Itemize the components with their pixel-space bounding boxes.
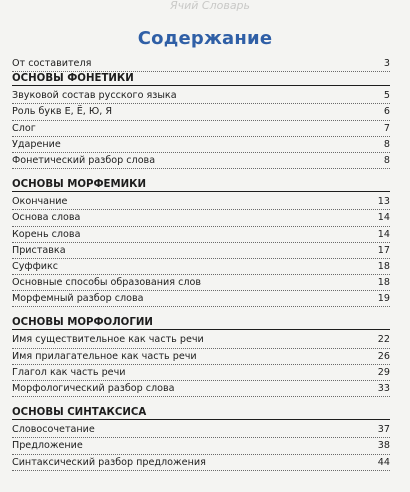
toc-entry-page: 7: [383, 122, 390, 134]
toc-entry-label: Ударение: [12, 138, 61, 150]
toc-section-heading: ОСНОВЫ МОРФОЛОГИИ: [12, 316, 390, 330]
toc-entry-page: 8: [383, 154, 390, 166]
toc-entry-label: Фонетический разбор слова: [12, 154, 156, 166]
toc-entry-label: Словосочетание: [12, 424, 95, 436]
toc-entry-label: Имя прилагательное как часть речи: [12, 350, 197, 362]
toc-entry[interactable]: [12, 194, 390, 210]
toc-entry[interactable]: [12, 455, 390, 471]
toc-entry[interactable]: [12, 259, 390, 275]
toc-entry-label: Морфологический разбор слова: [12, 383, 175, 394]
toc-entry-page: 14: [377, 228, 390, 240]
toc-section: [12, 178, 390, 307]
toc-section-heading: ОСНОВЫ ФОНЕТИКИ: [12, 72, 390, 86]
toc-entry-page: 38: [377, 440, 390, 452]
toc-entry-label: Основные способы образования слов: [12, 277, 202, 289]
toc-entry-label: Корень слова: [12, 228, 81, 240]
toc-entry-label: Глагол как часть речи: [12, 366, 126, 378]
page-title: Содержание: [137, 28, 273, 49]
toc-entry[interactable]: [12, 275, 390, 291]
toc-entry-label: Морфемный разбор слова: [12, 293, 144, 305]
toc-section: [12, 72, 390, 169]
toc-entry-page: 26: [377, 350, 390, 362]
toc-entry-page: 18: [377, 260, 390, 272]
toc-entry-page: 5: [383, 90, 390, 102]
toc-entry-page: 14: [377, 212, 390, 224]
toc-entry[interactable]: [12, 153, 390, 169]
toc-entry-page: 33: [377, 383, 390, 394]
toc-entry-page: 29: [377, 366, 390, 378]
toc-entry[interactable]: [12, 227, 390, 243]
toc-entry[interactable]: [12, 365, 390, 381]
toc-entry-label: Слог: [12, 122, 36, 134]
toc-section-heading: ОСНОВЫ СИНТАКСИСА: [12, 406, 390, 420]
toc-entry-label: Звуковой состав русского языка: [12, 90, 177, 102]
toc-entry-page: 37: [377, 424, 390, 436]
toc-entry-label: Роль букв Е, Ё, Ю, Я: [12, 106, 113, 118]
toc-entry[interactable]: [12, 349, 390, 365]
toc-entry-label: Синтаксический разбор предложения: [12, 456, 206, 468]
toc-entry[interactable]: [12, 210, 390, 226]
toc-entry-label: От составителя: [12, 58, 92, 69]
table-of-contents: [12, 56, 390, 471]
toc-entry[interactable]: [12, 332, 390, 348]
toc-entry-page: 44: [377, 456, 390, 468]
toc-entry-label: Основа слова: [12, 212, 81, 224]
toc-entry-page: 17: [377, 244, 390, 256]
toc-section: [12, 316, 390, 397]
toc-entry[interactable]: [12, 422, 390, 438]
toc-entry[interactable]: [12, 104, 390, 120]
toc-entry[interactable]: [12, 438, 390, 454]
toc-entry-page: 13: [377, 196, 390, 208]
toc-entry-page: 22: [377, 334, 390, 346]
toc-entry-page: 8: [383, 138, 390, 150]
toc-entry[interactable]: [12, 137, 390, 153]
toc-entry-label: Предложение: [12, 440, 83, 452]
toc-entry-page: 6: [383, 106, 390, 118]
toc-entry[interactable]: [12, 291, 390, 307]
toc-entry-label: Приставка: [12, 244, 66, 256]
bleed-through-text: Ячий Словарь: [169, 0, 251, 12]
toc-entry-label: Суффикс: [12, 260, 59, 272]
toc-entry[interactable]: [12, 381, 390, 397]
toc-section: [12, 406, 390, 471]
toc-entry[interactable]: [12, 88, 390, 104]
toc-entry[interactable]: [12, 243, 390, 259]
toc-entry-page: 3: [383, 58, 390, 69]
toc-entry-page: 19: [377, 293, 390, 305]
toc-entry[interactable]: [12, 121, 390, 137]
toc-entry[interactable]: [12, 56, 390, 72]
toc-intro: [12, 56, 390, 72]
toc-entry-page: 18: [377, 277, 390, 289]
toc-entry-label: Имя существительное как часть речи: [12, 334, 204, 346]
toc-entry-label: Окончание: [12, 196, 68, 208]
toc-section-heading: ОСНОВЫ МОРФЕМИКИ: [12, 178, 390, 192]
